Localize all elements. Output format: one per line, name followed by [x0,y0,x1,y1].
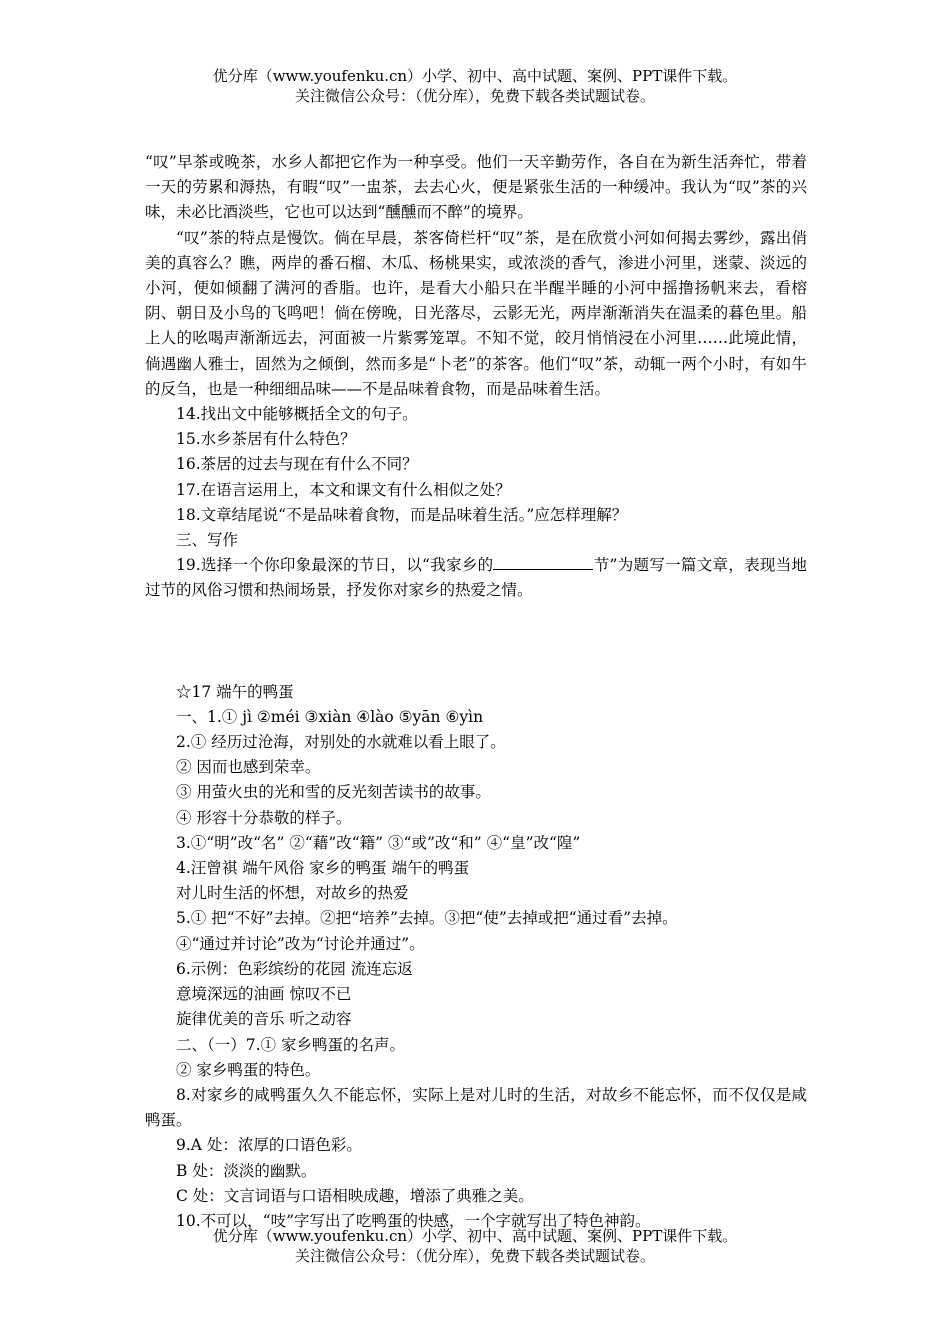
question-19 [145,553,807,603]
question-19-prefix: 19.选择一个你印象最深的节日，以“我家乡的 [176,556,494,575]
answer-line: ④“通过并讨论”改为“讨论并通过”。 [176,934,425,953]
fill-in-blank [493,555,593,570]
answer-line: 10.不可以，“吱”字写出了吃鸭蛋的快感，一个字就写出了特色神韵。 [176,1211,651,1230]
header-line-2: 关注微信公众号：（优分库），免费下载各类试题试卷。 [294,87,655,105]
passage-paragraph-2: “叹”茶的特点是慢饮。倘在早晨，茶客倚栏杆“叹”茶，是在欣赏小河如何揭去雾纱，露出俏美的真容么？瞧，两岸的番石榴、木瓜、杨桃果实，或浓淡的香气，渗进小河里，迷蒙、淡远的小河，便如倾翻了满河的香脂。也许，是看大小船只在半醒半睡的小河中摇撸扬帆来去，看榕阴、朝日及小鸟的飞鸣吧！倘在傍晚，日光落尽，云影无光，两岸渐渐消失在温柔的暮色里。船上人的吆喝声渐渐远去，河面被一片紫雾笼罩。不知不觉，皎月悄悄浸在小河里……此境此情，倘遇幽人雅士，固然为之倾倒，然而多是“卜老”的茶客。他们“叹”茶，动辄一两个小时，有如牛的反刍，也是一种细细品味——不是品味着食物，而是品味着生活。 [145,228,807,398]
passage-paragraph-1: “叹”早茶或晚茶，水乡人都把它作为一种享受。他们一天辛勤劳作，各自在为新生活奔忙，带着一天的劳累和溽热，有暇“叹”一盅茶，去去心火，便是紧张生活的一种缓冲。我认为“叹”茶的兴味，未必比酒淡些，它也可以达到“醺醺而不醉”的境界。 [145,153,807,222]
page-header [0,66,950,106]
answer-section-title: ☆17 端午的鸭蛋 [176,682,294,701]
answer-line: 2.① 经历过沧海，对别处的水就难以看上眼了。 [176,733,506,752]
answer-line: 一、1.① jì ②méi ③xiàn ④lào ⑤yān ⑥yìn [176,707,484,726]
answer-line: 3.①“明”改“名” ②“藉”改“籍” ③“或”改“和” ④“皇”改“隍” [176,833,581,852]
section-heading-writing: 三、写作 [176,531,239,550]
answer-line: 意境深远的油画 惊叹不已 [176,985,352,1004]
answer-line: ② 家乡鸭蛋的特色。 [176,1060,321,1079]
question-17: 17.在语言运用上，本文和课文有什么相似之处？ [176,480,511,499]
answer-line: 二、（一）7.① 家乡鸭蛋的名声。 [176,1035,405,1054]
document-body [145,150,807,1234]
question-19-suffix: 节”为题写一篇文章，表现当地过节的风俗习惯和热闹场景，抒发你对家乡的热爱之情。 [145,556,807,600]
footer-line-1: 优分库（www.youfenku.cn）小学、初中、高中试题、案例、PPT课件下载。 [212,1227,738,1245]
answer-line: 6.示例：色彩缤纷的花园 流连忘返 [176,959,413,978]
answer-line: 9.A 处：浓厚的口语色彩。 [176,1136,362,1155]
answer-line: 5.① 把“不好”去掉。②把“培养”去掉。③把“使”去掉或把“通过看”去掉。 [176,909,678,928]
question-14: 14.找出文中能够概括全文的句子。 [176,405,418,424]
answer-line: ④ 形容十分恭敬的样子。 [176,808,352,827]
answer-line: B 处：淡淡的幽默。 [176,1161,317,1180]
answer-line: 4.汪曾祺 端午风俗 家乡的鸭蛋 端午的鸭蛋 [176,859,470,878]
answer-line: 对儿时生活的怀想，对故乡的热爱 [176,884,409,903]
spacer [145,604,807,680]
answer-line: C 处：文言词语与口语相映成趣，增添了典雅之美。 [176,1186,534,1205]
question-15: 15.水乡茶居有什么特色？ [176,430,356,449]
question-18: 18.文章结尾说“不是品味着食物，而是品味着生活。”应怎样理解？ [176,505,628,524]
header-line-1: 优分库（www.youfenku.cn）小学、初中、高中试题、案例、PPT课件下载。 [212,67,738,85]
answer-8: 8.对家乡的咸鸭蛋久久不能忘怀，实际上是对儿时的生活，对故乡不能忘怀，而不仅仅是咸鸭蛋。 [145,1085,807,1130]
question-16: 16.茶居的过去与现在有什么不同？ [176,455,418,474]
answer-line: 旋律优美的音乐 听之动容 [176,1010,352,1029]
answer-line: ② 因而也感到荣幸。 [176,758,321,777]
page-footer [0,1226,950,1266]
answer-line: ③ 用萤火虫的光和雪的反光刻苦读书的故事。 [176,783,491,802]
footer-line-2: 关注微信公众号：（优分库），免费下载各类试题试卷。 [294,1247,655,1265]
